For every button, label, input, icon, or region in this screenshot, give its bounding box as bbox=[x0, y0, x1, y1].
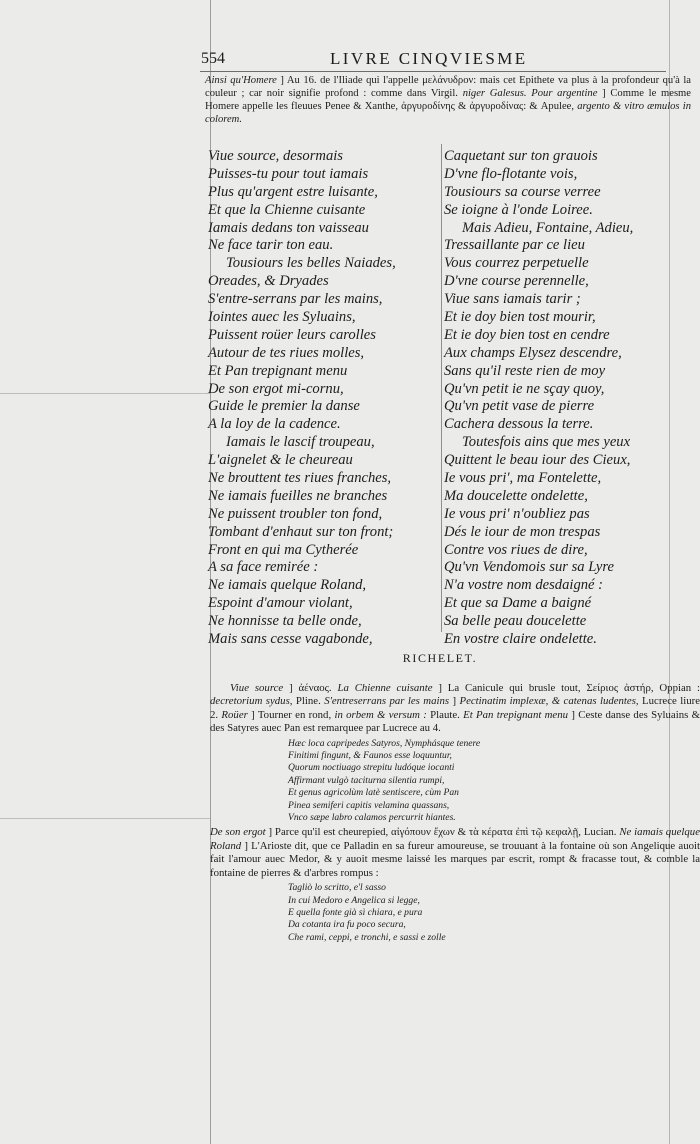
verse-line: Et Pan trepignant menu bbox=[208, 362, 348, 379]
lemma: S'entreserrans par les mains bbox=[324, 695, 450, 708]
verse-line: Sans qu'il reste rien de moy bbox=[444, 362, 606, 379]
verse-line: E quella fonte già sì chiara, e pura bbox=[288, 906, 423, 918]
verse-line: Ne iamais fueilles ne branches bbox=[208, 487, 388, 504]
verse-line: Ie vous pri' n'oubliez pas bbox=[444, 505, 590, 522]
poem-column-left bbox=[208, 148, 438, 649]
verse-line: Tousiours sa course verree bbox=[444, 183, 601, 200]
commentary-text: ] Ceste danse des Syluains & des Satyres auec Pan est remarquee par Lucrece au 4. bbox=[210, 708, 700, 735]
verse-line: L'aignelet & le cheureau bbox=[208, 452, 353, 469]
verse-line: Espoint d'amour violant, bbox=[208, 595, 353, 612]
annotation-text: ] Au 16. de l'Iliade qui l'appelle μελάνυδρον: mais cet Epithete va plus à la profondeur qu'à la couleur ; car noir signifie profond : comme dans Virgil. bbox=[205, 75, 691, 99]
commentary-paragraph bbox=[210, 826, 700, 880]
verse-line: Et ie doy bien tost en cendre bbox=[444, 326, 610, 343]
latin-quote: Pectinatim implexæ, & catenas ludentes, bbox=[459, 695, 639, 708]
verse-line: Pinea semiferi capitis velamina quassans, bbox=[288, 799, 450, 811]
lemma: Ne iamais quelque Roland bbox=[210, 826, 700, 852]
verse-line: Se ioigne à l'onde Loiree. bbox=[444, 201, 593, 218]
lemma: Et Pan trepignant menu bbox=[463, 708, 569, 721]
verse-line: Oreades, & Dryades bbox=[208, 273, 329, 290]
lemma: La Chienne cuisante bbox=[337, 682, 433, 694]
verse-line: Viue sans iamais tarir ; bbox=[444, 291, 581, 308]
margin-rule bbox=[0, 818, 210, 819]
verse-line: Finitimi fingunt, & Faunos esse loquuntur, bbox=[288, 750, 452, 762]
verse-line: Quorum noctiuago strepitu ludóque iocanti bbox=[288, 762, 455, 774]
verse-line: Hæc loca capripedes Satyros, Nymphásque tenere bbox=[288, 737, 481, 749]
verse-line: Sa belle peau doucelette bbox=[444, 613, 587, 630]
column-divider bbox=[441, 144, 442, 632]
annotation-text: ] Comme le mesme Homere appelle les fleuues Penee & Xanthe, ἀργυροδίνης & ἀργυροδίνας: & Apulee, bbox=[205, 88, 692, 112]
margin-rule bbox=[0, 393, 210, 394]
verse-line: Autour de tes riues molles, bbox=[208, 344, 365, 361]
verse-line: Qu'vn petit ie ne sçay quoy, bbox=[444, 380, 605, 397]
verse-line: Iamais dedans ton vaisseau bbox=[208, 219, 369, 236]
verse-line: Che rami, ceppi, e tronchi, e sassi e zolle bbox=[288, 931, 446, 943]
verse-line: Ne brouttent tes riues franches, bbox=[208, 470, 392, 487]
verse-line: Aux champs Elysez descendre, bbox=[444, 344, 622, 361]
commentary-paragraph bbox=[210, 682, 700, 736]
verse-line: Ne honnisse ta belle onde, bbox=[208, 613, 362, 630]
ariosto-quotation bbox=[288, 882, 700, 944]
verse-line: Qu'vn Vendomois sur sa Lyre bbox=[444, 559, 614, 576]
running-head: LIVRE CINQVIESME bbox=[330, 49, 528, 68]
lucretius-quotation bbox=[288, 738, 700, 825]
verse-line: Tombant d'enhaut sur ton front; bbox=[208, 523, 394, 540]
section-title: RICHELET. bbox=[402, 651, 478, 665]
verse-line: De son ergot mi-cornu, bbox=[208, 380, 344, 397]
commentary bbox=[210, 682, 700, 946]
verse-line: A la loy de la cadence. bbox=[208, 416, 341, 433]
verse-line: D'vne flo-flotante vois, bbox=[444, 165, 578, 182]
lemma: Pour argentine bbox=[531, 88, 598, 99]
verse-line: Vous courrez perpetuelle bbox=[444, 255, 589, 272]
commentary-text: ] Parce qu'il est cheurepied, αἰγόπουν ἔχων & τὰ κέρατα ἐπὶ τῷ κεφαλῇ, Lucian. bbox=[268, 826, 617, 839]
lemma: Ainsi qu'Homere bbox=[205, 75, 277, 86]
commentary-text: Pline. bbox=[295, 695, 321, 708]
verse-line: Quittent le beau iour des Cieux, bbox=[444, 452, 631, 469]
verse-line: Guide le premier la danse bbox=[208, 398, 360, 415]
verse-line: Tressaillante par ce lieu bbox=[444, 237, 585, 254]
verse-line: Mais sans cesse vagabonde, bbox=[208, 631, 373, 648]
verse-line: Front en qui ma Cytherée bbox=[208, 541, 359, 558]
verse-line: N'a vostre nom desdaigné : bbox=[444, 577, 604, 594]
verse-line: Mais Adieu, Fontaine, Adieu, bbox=[462, 219, 634, 236]
verse-line: Vnco sæpe labro calamos percurrit hiantes. bbox=[288, 812, 456, 824]
verse-line: Tousiours les belles Naiades, bbox=[226, 255, 396, 272]
commentary-text: Plaute. bbox=[430, 708, 460, 721]
verse-line: Viue source, desormais bbox=[208, 148, 343, 164]
verse-line: Et genus agricolùm latè sentiscere, cùm Pan bbox=[288, 787, 459, 799]
quotation: niger Galesus. bbox=[462, 88, 527, 99]
commentary-text: ] ἀέναος. bbox=[289, 682, 332, 694]
verse-line: Ne iamais quelque Roland, bbox=[208, 577, 367, 594]
commentary-text: ] bbox=[452, 695, 457, 708]
poem-column-right bbox=[444, 148, 670, 649]
quotation: argento & vitro æmulos in colorem. bbox=[205, 101, 691, 125]
verse-line: S'entre-serrans par les mains, bbox=[208, 291, 383, 308]
verse-line: Contre vos riues de dire, bbox=[444, 541, 588, 558]
page-number: 554 bbox=[201, 50, 225, 67]
verse-line: D'vne course perennelle, bbox=[444, 273, 589, 290]
verse-line: A sa face remirée : bbox=[208, 559, 319, 576]
verse-line: Ie vous pri', ma Fontelette, bbox=[444, 470, 602, 487]
verse-line: Plus qu'argent estre luisante, bbox=[208, 183, 378, 200]
commentary-text: ] Tourner en rond, bbox=[251, 708, 332, 721]
verse-line: Et que sa Dame a baigné bbox=[444, 595, 592, 612]
verse-line: Iointes auec les Syluains, bbox=[208, 309, 356, 326]
verse-line: Caquetant sur ton grauois bbox=[444, 148, 598, 164]
lemma: Roüer bbox=[221, 708, 248, 721]
verse-line: Toutesfois ains que mes yeux bbox=[462, 434, 631, 451]
verse-line: Et ie doy bien tost mourir, bbox=[444, 309, 596, 326]
commentary-text: ] La Canicule qui brusle tout, Σείριος ἀστήρ, Oppian : bbox=[438, 682, 700, 694]
commentary-text: ] L'Arioste dit, que ce Palladin en sa fureur amoureuse, se trouuant à la fontaine où son Angelique auoit fait l'amour auec Medor, & y auoit mesme laissé les marques par escrit, rompt & fracasse tout, & comble la fontaine de pierres & d'arbres rompus : bbox=[210, 839, 700, 879]
commentary-text: Lucrece liure 2. bbox=[210, 695, 700, 721]
verse-line: Puisses-tu pour tout iamais bbox=[208, 165, 369, 182]
verse-line: Ma doucelette ondelette, bbox=[444, 487, 588, 504]
latin-quote: in orbem & versum : bbox=[334, 708, 427, 721]
lemma: Viue source bbox=[230, 682, 284, 694]
lemma: De son ergot bbox=[210, 826, 266, 839]
verse-line: In cui Medoro e Angelica si legge, bbox=[288, 894, 420, 906]
header-rule bbox=[200, 71, 666, 72]
verse-line: Et que la Chienne cuisante bbox=[208, 201, 366, 218]
top-annotation bbox=[205, 74, 691, 126]
verse-line: Puissent roüer leurs carolles bbox=[208, 326, 376, 343]
verse-line: Da cotanta ira fu poco secura, bbox=[288, 919, 406, 931]
verse-line: Dés le iour de mon trespas bbox=[444, 523, 601, 540]
verse-line: Affirmant vulgò taciturna silentia rumpi, bbox=[288, 774, 445, 786]
verse-line: Cachera dessous la terre. bbox=[444, 416, 594, 433]
verse-line: Ne face tarir ton eau. bbox=[208, 237, 334, 254]
verse-line: Tagliò lo scritto, e'l sasso bbox=[288, 882, 386, 894]
verse-line: Qu'vn petit vase de pierre bbox=[444, 398, 595, 415]
latin-quote: decretorium sydus, bbox=[210, 695, 293, 708]
verse-line: En vostre claire ondelette. bbox=[444, 631, 597, 648]
verse-line: Iamais le lascif troupeau, bbox=[226, 434, 375, 451]
verse-line: Ne puissent troubler ton fond, bbox=[208, 505, 383, 522]
